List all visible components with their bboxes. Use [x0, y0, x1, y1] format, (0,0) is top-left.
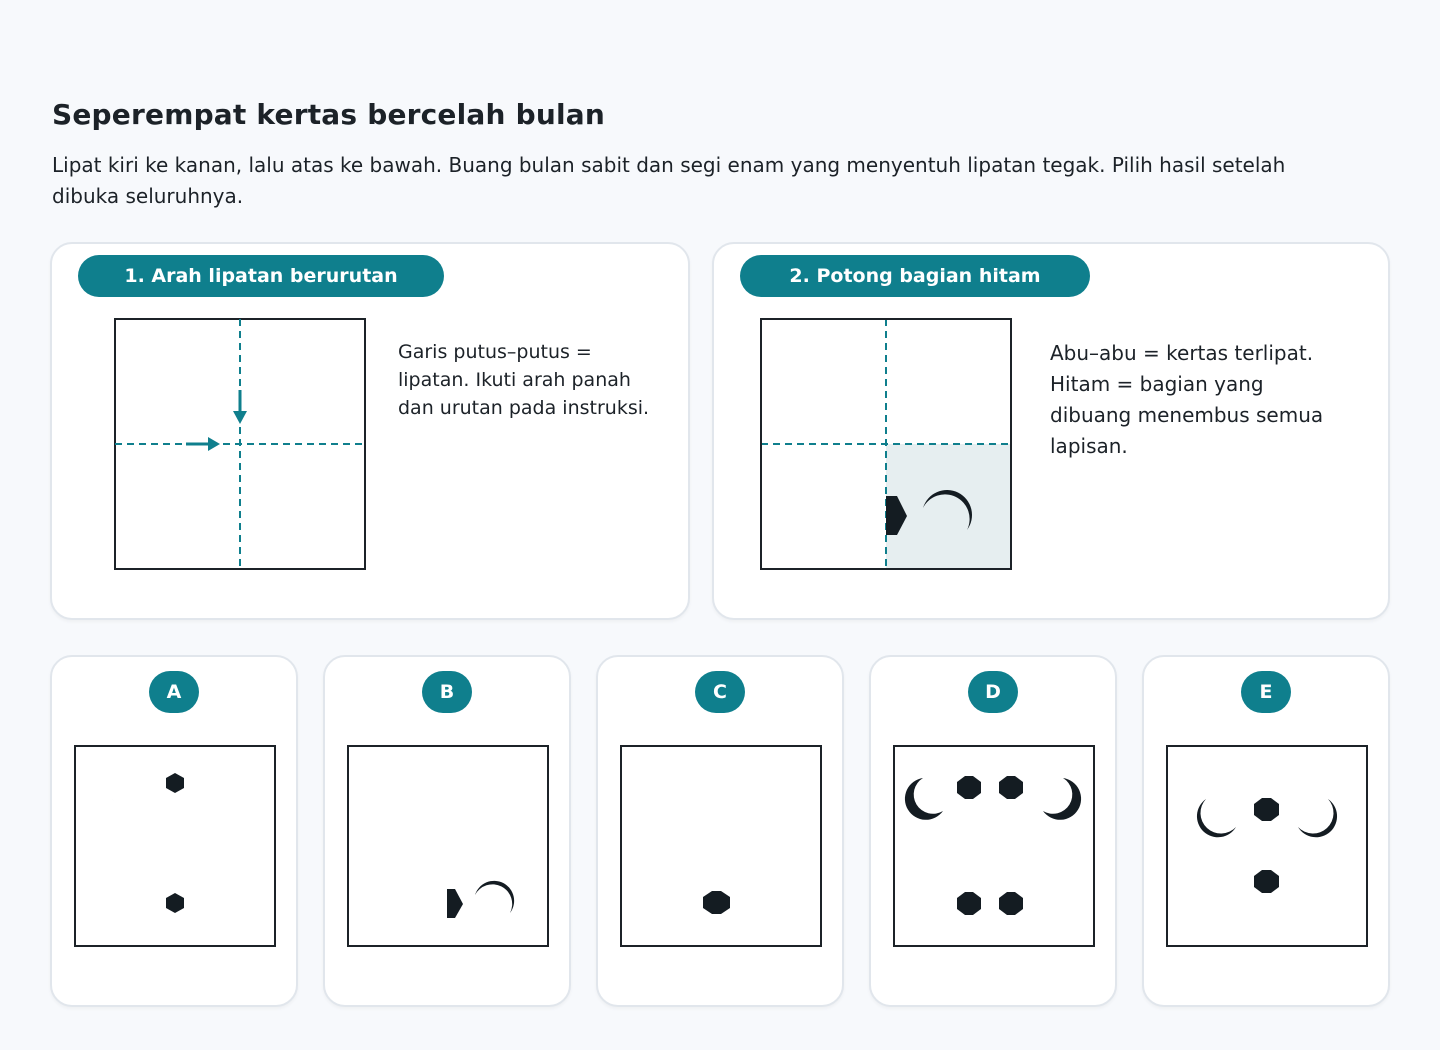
option-d-figure: [893, 745, 1095, 947]
option-badge-c: C: [695, 671, 745, 713]
folded-quarter: [886, 444, 1010, 568]
option-card-a[interactable]: [50, 655, 298, 1007]
option-card-d[interactable]: [869, 655, 1117, 1007]
hexagon-shape: [957, 776, 981, 799]
option-a-figure: [74, 745, 276, 947]
step2-note: Abu–abu = kertas terlipat. Hitam = bagian yang dibuang menembus semua lapisan.: [1050, 341, 1324, 458]
option-badge-e: E: [1241, 671, 1291, 713]
step2-label: 2. Potong bagian hitam: [740, 255, 1090, 297]
cut-diagram: [760, 318, 1012, 570]
step1-label: 1. Arah lipatan berurutan: [78, 255, 444, 297]
page-title: Seperempat kertas bercelah bulan: [52, 98, 606, 131]
option-badge-a: A: [149, 671, 199, 713]
fold-diagram: [114, 318, 366, 570]
hexagon-shape: [1254, 798, 1279, 821]
option-card-c[interactable]: [596, 655, 844, 1007]
hexagon-shape: [999, 892, 1023, 915]
hexagon-shape: [957, 892, 981, 915]
instructions-text: Lipat kiri ke kanan, lalu atas ke bawah. Buang bulan sabit dan segi enam yang menyentuh lipatan tegak. Pilih hasil setelah dibuka seluruhnya.: [52, 153, 1286, 208]
step2-panel: [712, 242, 1390, 620]
hexagon-shape: [703, 891, 730, 914]
option-card-b[interactable]: [323, 655, 571, 1007]
hexagon-shape: [1254, 870, 1279, 893]
option-badge-d: D: [968, 671, 1018, 713]
option-card-e[interactable]: [1142, 655, 1390, 1007]
step1-panel: [50, 242, 690, 620]
step1-note: Garis putus–putus = lipatan. Ikuti arah panah dan urutan pada instruksi.: [398, 341, 650, 419]
option-e-figure: [1166, 745, 1368, 947]
option-c-figure: [620, 745, 822, 947]
hexagon-shape: [999, 776, 1023, 799]
option-badge-b: B: [422, 671, 472, 713]
option-b-figure: [347, 745, 549, 947]
